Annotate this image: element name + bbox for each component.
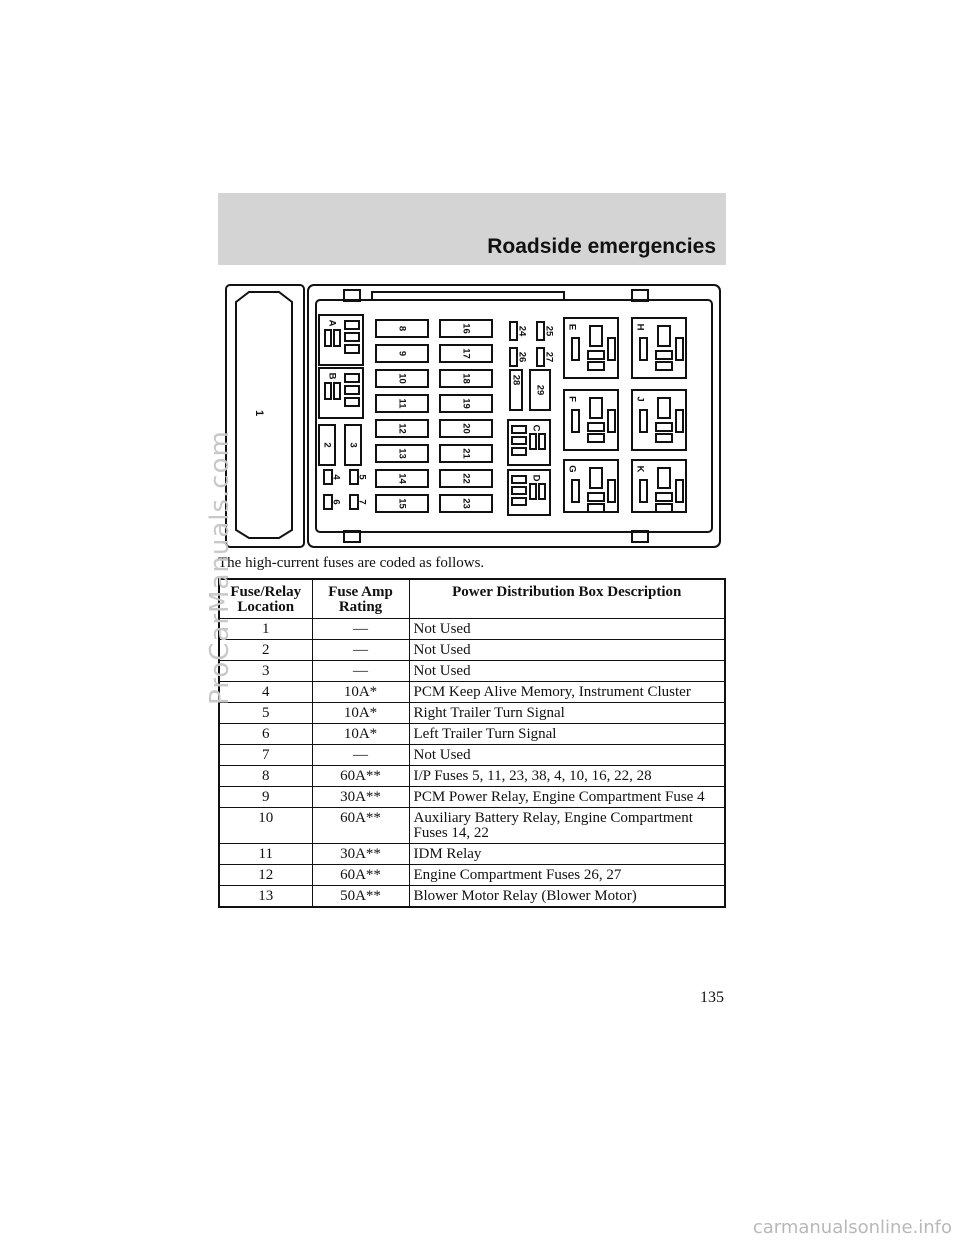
fuse-slot bbox=[345, 386, 359, 394]
column-header-description: Power Distribution Box Description bbox=[409, 579, 725, 619]
fuse-slot bbox=[588, 493, 604, 501]
fuse-rating: 60A** bbox=[312, 766, 409, 787]
fuse-label: 26 bbox=[516, 351, 528, 363]
watermark-bottom: carmanualsonline.info bbox=[752, 1217, 952, 1238]
fuse-slot bbox=[512, 476, 526, 483]
fuse-box-diagram bbox=[224, 280, 724, 548]
fuse-location: 7 bbox=[219, 745, 312, 766]
table-row bbox=[219, 619, 725, 640]
fuse-slot bbox=[512, 426, 526, 433]
fuse-location: 4 bbox=[219, 682, 312, 703]
fuse-slot bbox=[325, 330, 331, 346]
fuse-description: Not Used bbox=[409, 745, 725, 766]
fuse-description: Engine Compartment Fuses 26, 27 bbox=[409, 865, 725, 886]
fuse-slot bbox=[334, 383, 340, 399]
fuse-slot bbox=[345, 321, 359, 329]
fuse-slot bbox=[656, 504, 672, 512]
fuse-label: 20 bbox=[460, 423, 472, 434]
fuse-label: 14 bbox=[396, 473, 408, 484]
fuse-slot bbox=[345, 374, 359, 382]
fuse-label: 2 bbox=[321, 442, 333, 448]
intro-text: The high-current fuses are coded as follows. bbox=[218, 555, 485, 571]
fuse-slot bbox=[512, 487, 526, 494]
fuse-description: Not Used bbox=[409, 619, 725, 640]
fuse-slot bbox=[530, 484, 536, 499]
fuse-rating: — bbox=[312, 661, 409, 682]
fuse-slot bbox=[512, 448, 526, 455]
column-header-rating: Fuse Amp Rating bbox=[312, 579, 409, 619]
fuse-slot bbox=[658, 398, 670, 418]
fuse-label: 1 bbox=[253, 410, 265, 417]
fuse-rating: — bbox=[312, 619, 409, 640]
fuse-label: 5 bbox=[356, 474, 368, 480]
fuse-rating: 30A** bbox=[312, 844, 409, 865]
fuse-label: 3 bbox=[347, 442, 359, 448]
fuse-location: 13 bbox=[219, 886, 312, 908]
table-row bbox=[219, 640, 725, 661]
fuse-location: 1 bbox=[219, 619, 312, 640]
fuse-label: 15 bbox=[396, 498, 408, 509]
fuse-rating: 10A* bbox=[312, 682, 409, 703]
fuse-label: 13 bbox=[396, 448, 408, 459]
column-header-location: Fuse/Relay Location bbox=[219, 579, 312, 619]
relay-label: D bbox=[530, 474, 542, 482]
fuse-location: 5 bbox=[219, 703, 312, 724]
fuse-slot bbox=[590, 468, 602, 488]
fuse-slot bbox=[572, 410, 579, 432]
fuse-label: 24 bbox=[516, 325, 528, 337]
fuse-slot bbox=[640, 338, 647, 360]
fuse-label: 22 bbox=[460, 473, 472, 484]
fuse-location: 3 bbox=[219, 661, 312, 682]
fuse-label: 6 bbox=[330, 499, 342, 505]
fuse-slot bbox=[512, 437, 526, 444]
fuse-slot bbox=[588, 362, 604, 370]
fuse-description: Auxiliary Battery Relay, Engine Compartment Fuses 14, 22 bbox=[409, 808, 725, 844]
fuse-slot bbox=[656, 351, 672, 359]
fuse-rating: 30A** bbox=[312, 787, 409, 808]
relay-label: G bbox=[566, 465, 578, 473]
relay-label: E bbox=[566, 323, 578, 331]
fuse-slot bbox=[676, 338, 683, 360]
table-row bbox=[219, 787, 725, 808]
fuse-slot bbox=[658, 468, 670, 488]
fuse-slot bbox=[334, 330, 340, 346]
fuse-label: 18 bbox=[460, 373, 472, 384]
fuse-slot bbox=[537, 322, 544, 340]
section-title: Roadside emergencies bbox=[487, 235, 716, 258]
table-row bbox=[219, 745, 725, 766]
fuse-description: PCM Keep Alive Memory, Instrument Cluster bbox=[409, 682, 725, 703]
fuse-location: 6 bbox=[219, 724, 312, 745]
fuse-label: 25 bbox=[543, 325, 555, 337]
table-header-row bbox=[219, 579, 725, 619]
fuse-slot bbox=[572, 338, 579, 360]
fuse-location: 2 bbox=[219, 640, 312, 661]
fuse-label: 7 bbox=[356, 499, 368, 505]
fuse-slot bbox=[512, 498, 526, 505]
page-number: 135 bbox=[700, 989, 724, 1006]
header-band bbox=[218, 193, 726, 265]
fuse-slot bbox=[590, 326, 602, 346]
fuse-label: 28 bbox=[510, 374, 522, 386]
table-row bbox=[219, 886, 725, 908]
fuse-label: 8 bbox=[396, 325, 408, 332]
fuse-description: IDM Relay bbox=[409, 844, 725, 865]
fuse-label: 17 bbox=[460, 348, 472, 359]
fuse-label: 29 bbox=[534, 384, 546, 396]
relay-label: B bbox=[326, 372, 338, 380]
table-row bbox=[219, 682, 725, 703]
fuse-slot bbox=[656, 423, 672, 431]
fuse-slot bbox=[510, 322, 517, 340]
fuse-slot bbox=[345, 345, 359, 353]
fuse-label: 21 bbox=[460, 448, 472, 459]
fuse-description: Left Trailer Turn Signal bbox=[409, 724, 725, 745]
fuse-rating: 60A** bbox=[312, 808, 409, 844]
fuse-slot bbox=[325, 383, 331, 399]
table-row bbox=[219, 724, 725, 745]
fuse-rating: 10A* bbox=[312, 703, 409, 724]
fuse-label: 11 bbox=[396, 398, 408, 409]
fuse-rating: — bbox=[312, 640, 409, 661]
fuse-slot bbox=[510, 348, 517, 366]
table-row bbox=[219, 661, 725, 682]
fuse-slot bbox=[656, 362, 672, 370]
fuse-location: 9 bbox=[219, 787, 312, 808]
fuse-slot bbox=[588, 504, 604, 512]
fuse-slot bbox=[640, 410, 647, 432]
fuse-slot bbox=[658, 326, 670, 346]
fuse-description: PCM Power Relay, Engine Compartment Fuse 4 bbox=[409, 787, 725, 808]
fuse-location: 11 bbox=[219, 844, 312, 865]
fuse-slot bbox=[537, 348, 544, 366]
fuse-label: 23 bbox=[460, 498, 472, 509]
fuse-slot bbox=[676, 480, 683, 502]
fuse-label: 9 bbox=[396, 350, 408, 357]
fuse-label: 19 bbox=[460, 398, 472, 409]
relay-label: H bbox=[634, 323, 646, 331]
relay-label: F bbox=[566, 396, 578, 402]
fuse-slot bbox=[608, 410, 615, 432]
relay-label: C bbox=[530, 424, 542, 432]
fuse-slot bbox=[676, 410, 683, 432]
fuse-rating: 10A* bbox=[312, 724, 409, 745]
relay-label: K bbox=[634, 465, 646, 473]
fuse-label: 4 bbox=[330, 474, 342, 480]
relay-label: A bbox=[326, 319, 338, 327]
fuse-slot bbox=[530, 434, 536, 449]
fuse-rating: 50A** bbox=[312, 886, 409, 908]
fuse-rating: — bbox=[312, 745, 409, 766]
fuse-slot bbox=[539, 434, 545, 449]
fuse-slot bbox=[345, 398, 359, 406]
fuse-slot bbox=[588, 434, 604, 442]
fuse-description: Blower Motor Relay (Blower Motor) bbox=[409, 886, 725, 908]
fuse-description: Not Used bbox=[409, 661, 725, 682]
fuse-label: 16 bbox=[460, 323, 472, 334]
table-row bbox=[219, 766, 725, 787]
fuse-slot bbox=[640, 480, 647, 502]
fuse-slot bbox=[656, 434, 672, 442]
fuse-slot bbox=[539, 484, 545, 499]
fuse-label: 10 bbox=[396, 373, 408, 384]
fuse-location: 10 bbox=[219, 808, 312, 844]
table-row bbox=[219, 703, 725, 724]
fuse-slot bbox=[608, 338, 615, 360]
fuse-slot bbox=[588, 423, 604, 431]
fuse-slot bbox=[590, 398, 602, 418]
fuse-label: 12 bbox=[396, 423, 408, 434]
table-row bbox=[219, 808, 725, 844]
watermark-side: ProCarManuals.com bbox=[205, 430, 235, 705]
fuse-slot bbox=[572, 480, 579, 502]
fuse-description: Right Trailer Turn Signal bbox=[409, 703, 725, 724]
fuse-label: 27 bbox=[543, 351, 555, 363]
fuse-slot bbox=[588, 351, 604, 359]
fuse-rating: 60A** bbox=[312, 865, 409, 886]
fuse-location: 8 bbox=[219, 766, 312, 787]
relay-label: J bbox=[634, 396, 646, 402]
fuse-location: 12 bbox=[219, 865, 312, 886]
table-row bbox=[219, 844, 725, 865]
fuse-description: Not Used bbox=[409, 640, 725, 661]
fuse-description: I/P Fuses 5, 11, 23, 38, 4, 10, 16, 22, 28 bbox=[409, 766, 725, 787]
fuse-slot bbox=[608, 480, 615, 502]
fuse-slot bbox=[345, 333, 359, 341]
fuse-slot bbox=[656, 493, 672, 501]
fuse-table bbox=[218, 578, 726, 908]
table-row bbox=[219, 865, 725, 886]
